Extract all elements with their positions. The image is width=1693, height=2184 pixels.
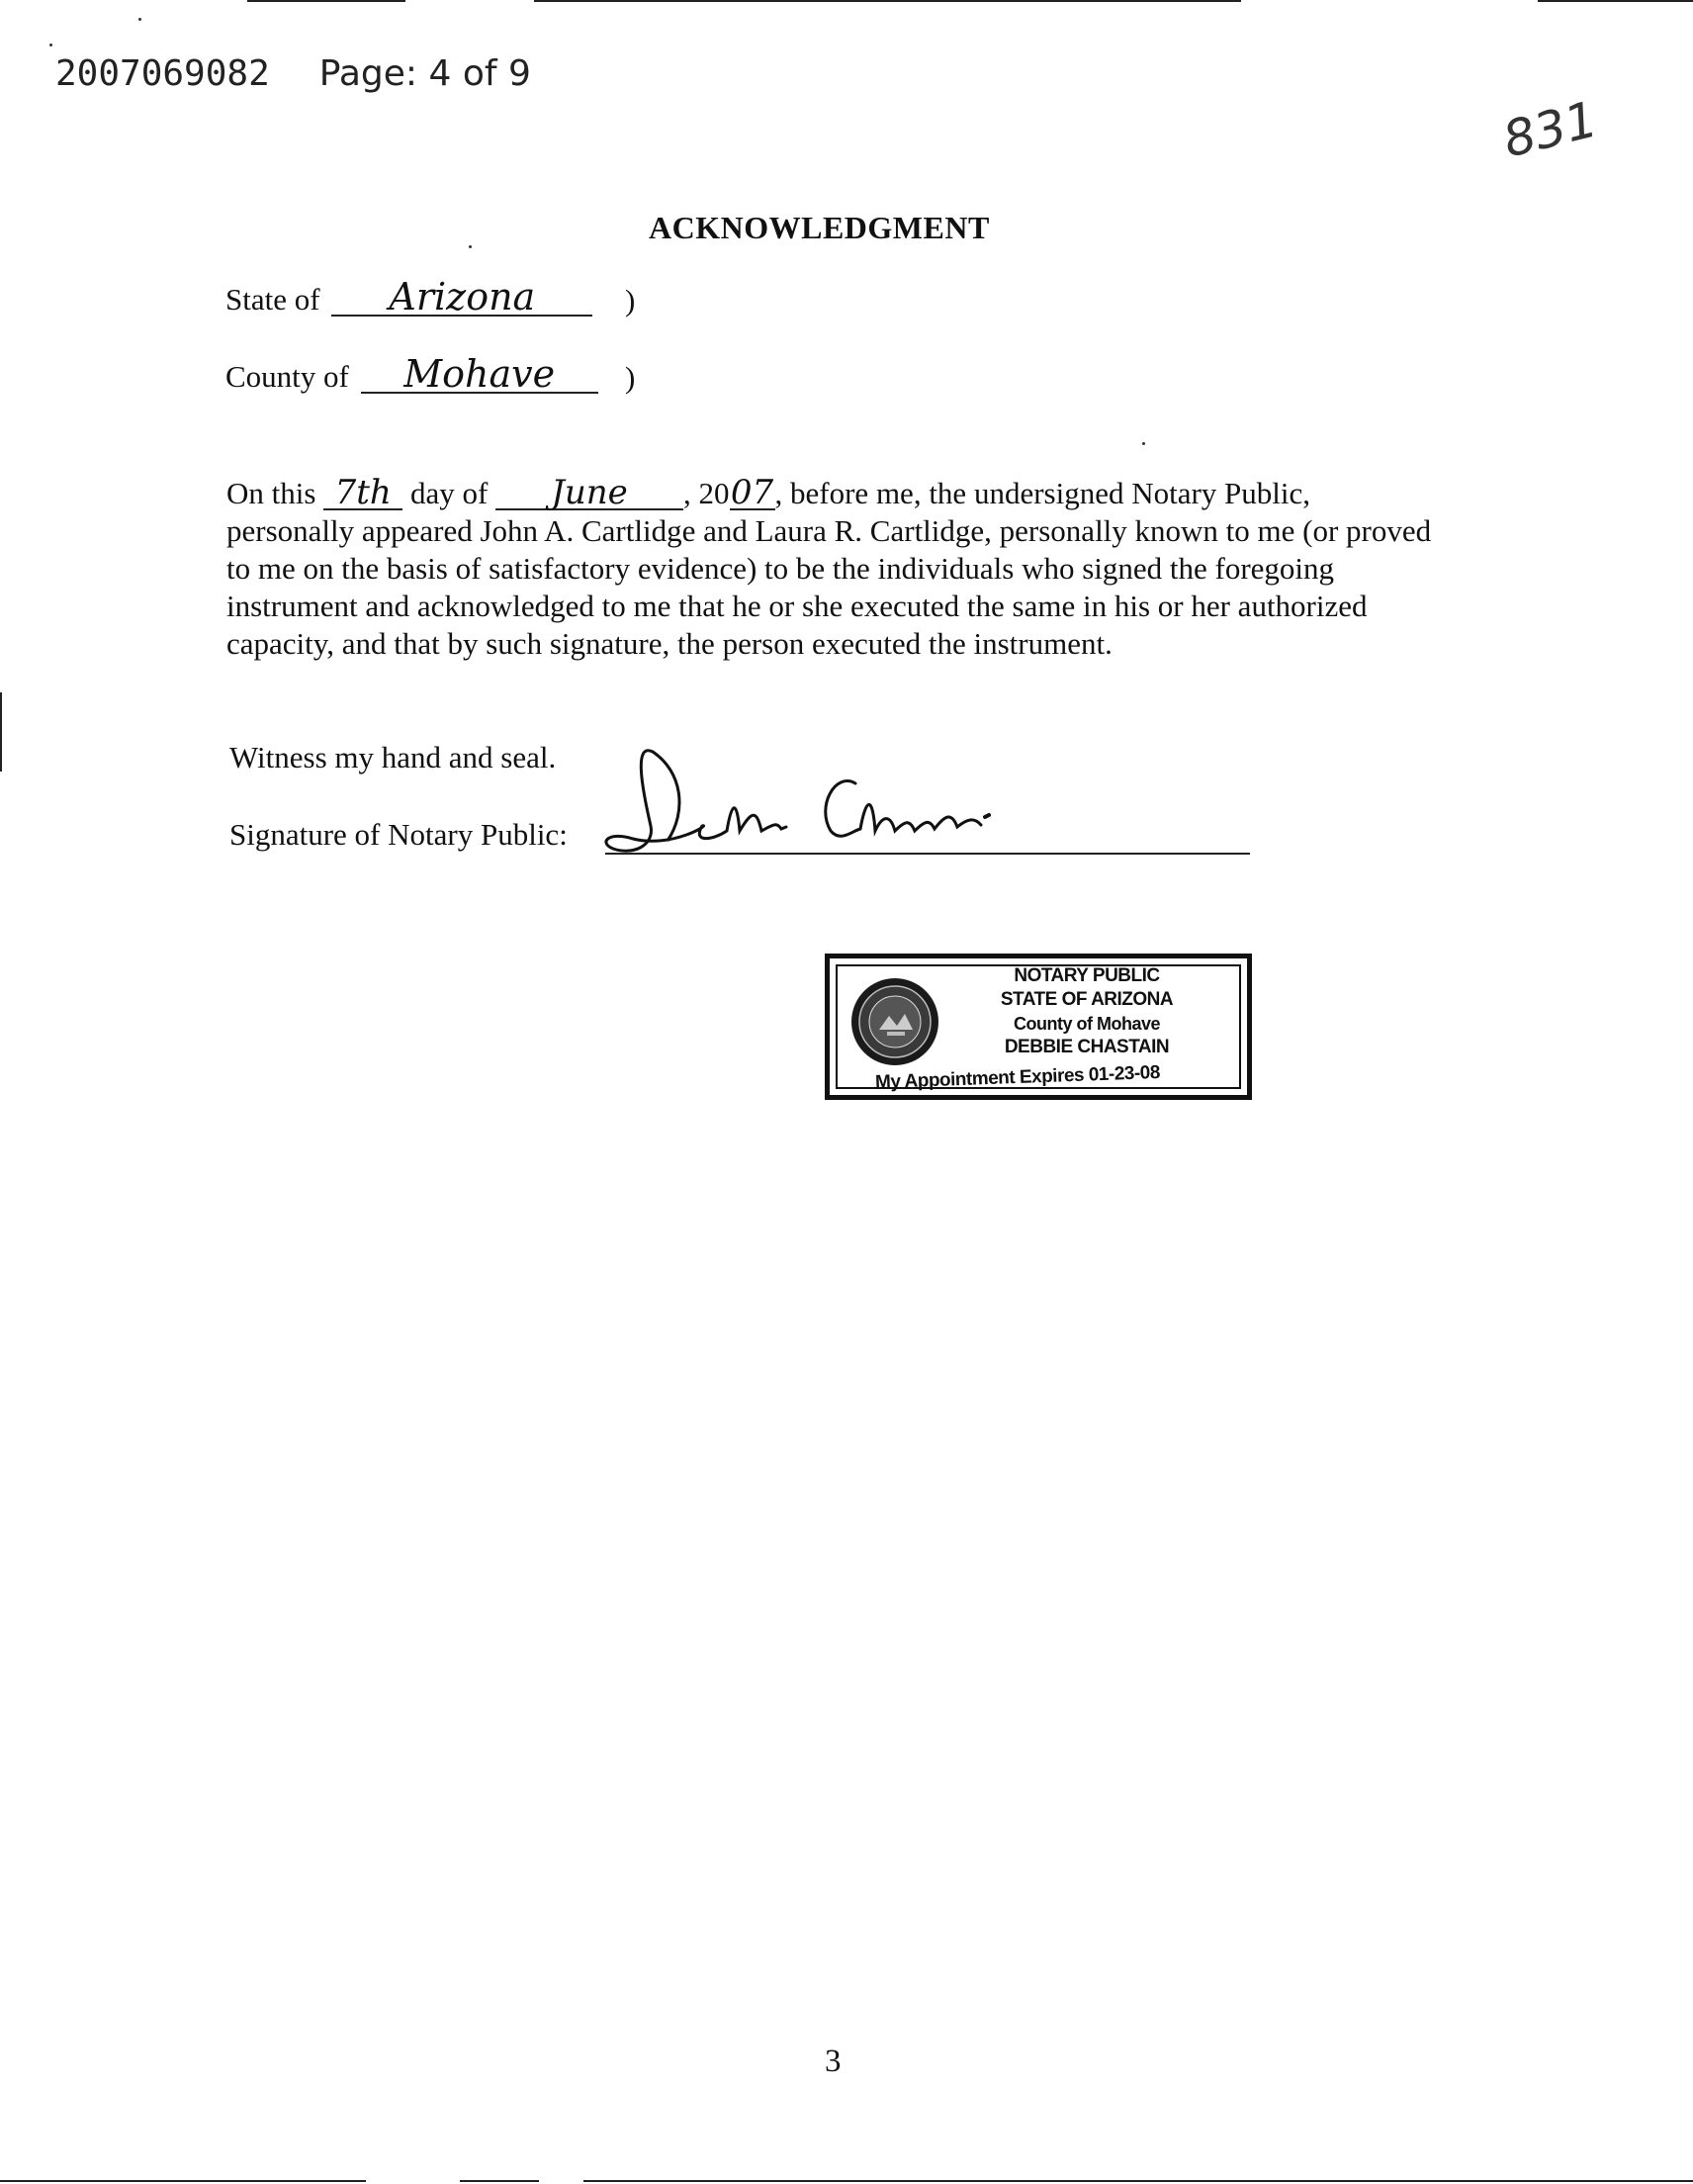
document-number: 2007069082 (55, 53, 270, 94)
day-of-text: day of (409, 476, 489, 510)
county-label: County of (225, 359, 349, 394)
document-title: ACKNOWLEDGMENT (649, 210, 990, 245)
state-value: Arizona (331, 279, 592, 317)
on-this-text: On this (226, 476, 316, 510)
scan-edge-line (247, 0, 405, 2)
year-value: 07 (730, 473, 774, 512)
speck (1142, 442, 1145, 445)
county-paren: ) (625, 360, 636, 395)
speck (138, 18, 141, 21)
state-paren: ) (625, 283, 636, 318)
speck (49, 44, 52, 46)
state-row (225, 275, 592, 318)
state-seal-icon (849, 976, 940, 1067)
county-row (225, 352, 598, 396)
state-label: State of (225, 282, 320, 317)
year-prefix: , 20 (683, 476, 730, 510)
county-value: Mohave (361, 356, 598, 394)
scan-edge-line (460, 2180, 539, 2182)
signature-label: Signature of Notary Public: (229, 817, 568, 852)
scan-edge-line (583, 2180, 1693, 2182)
scan-edge-line (534, 0, 1241, 2)
witness-text: Witness my hand and seal. (229, 740, 557, 774)
notary-signature (593, 732, 1108, 870)
stamp-text-block (938, 964, 1235, 1059)
scan-edge-line (0, 692, 2, 772)
notary-stamp (825, 954, 1252, 1100)
scan-edge-line (1538, 0, 1693, 2)
acknowledgment-body-text: , before me, the undersigned Notary Public, personally appeared John A. Cartlidge and Laura R. Cartlidge, personally known to me (or proved to me on the basis of satisfactory evidence) to be the individuals who signed the foregoing instrument and acknowledged to me that he or she executed the same in his or her authorized capacity, and that by such signature, the person executed the instrument. (226, 476, 1432, 661)
stamp-expiration: My Appointment Expires 01-23-08 (874, 1061, 1161, 1094)
handwritten-margin-note: 831 (1497, 90, 1604, 169)
stamp-line-county: County of Mohave (1014, 1014, 1160, 1034)
document-header (55, 53, 531, 94)
acknowledgment-paragraph (226, 475, 1443, 663)
stamp-line-name: DEBBIE CHASTAIN (1004, 1037, 1170, 1057)
month-value: June (495, 477, 683, 510)
stamp-line-state: STATE OF ARIZONA (1000, 989, 1174, 1010)
speck (469, 245, 472, 248)
scan-edge-line (0, 2180, 366, 2182)
page-indicator: Page: 4 of 9 (318, 53, 531, 94)
stamp-line-notary-public: NOTARY PUBLIC (1014, 965, 1160, 986)
day-value: 7th (323, 477, 402, 510)
page-number: 3 (825, 2044, 842, 2079)
